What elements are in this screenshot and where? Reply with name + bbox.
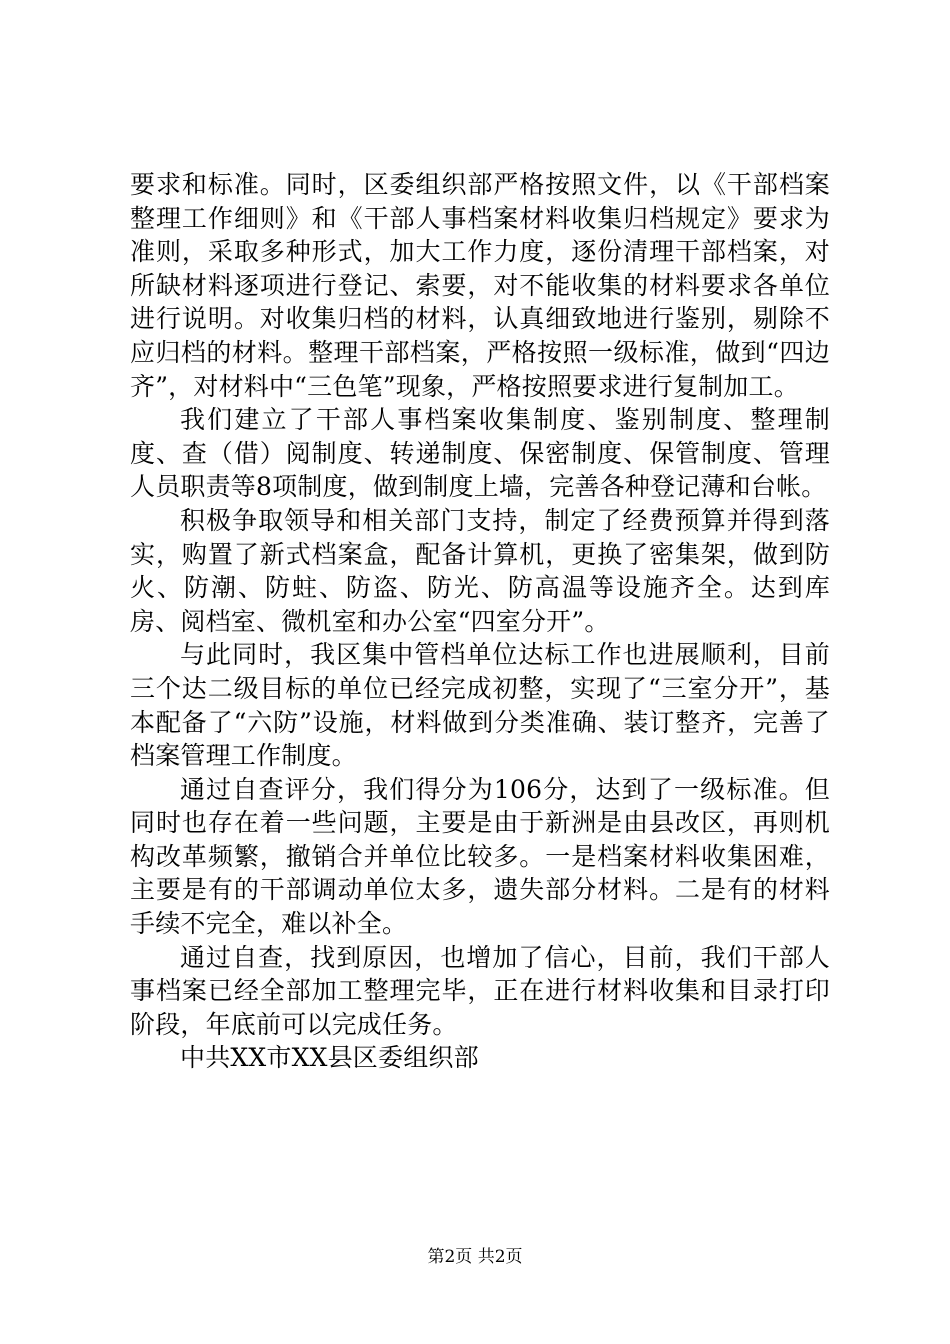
- signature: 中共XX市XX县区委组织部: [180, 1043, 479, 1073]
- page-footer: 第2页 共2页: [427, 1247, 523, 1267]
- paragraph-6: 通过自查，找到原因，也增加了信心，目前，我们干部人事档案已经全部加工整理完毕，正在进行材料收集和目录打印阶段，年底前可以完成任务。: [130, 942, 830, 1039]
- paragraph-1: 要求和标准。同时，区委组织部严格按照文件，以《干部档案整理工作细则》和《干部人事档案材料收集归档规定》要求为准则，采取多种形式，加大工作力度，逐份清理干部档案，对所缺材料逐项进行登记、索要，对不能收集的材料要求各单位进行说明。对收集归档的材料，认真细致地进行鉴别，剔除不应归档的材料。整理干部档案，严格按照一级标准，做到“四边齐”，对材料中“三色笔”现象，严格按照要求进行复制加工。: [130, 170, 830, 401]
- document-body: [130, 168, 830, 1075]
- paragraph-2: 我们建立了干部人事档案收集制度、鉴别制度、整理制度、查（借）阅制度、转递制度、保密制度、保管制度、管理人员职责等8项制度，做到制度上墙，完善各种登记薄和台帐。: [130, 405, 830, 502]
- paragraph-5: 通过自查评分，我们得分为106分，达到了一级标准。但同时也存在着一些问题，主要是由于新洲是由县改区，再则机构改革频繁，撤销合并单位比较多。一是档案材料收集困难，主要是有的干部调动单位太多，遗失部分材料。二是有的材料手续不完全，难以补全。: [130, 774, 830, 939]
- paragraph-4: 与此同时，我区集中管档单位达标工作也进展顺利，目前三个达二级目标的单位已经完成初整，实现了“三室分开”，基本配备了“六防”设施，材料做到分类准确、装订整齐，完善了档案管理工作制度。: [130, 640, 830, 771]
- paragraph-3: 积极争取领导和相关部门支持，制定了经费预算并得到落实，购置了新式档案盒，配备计算机，更换了密集架，做到防火、防潮、防蛀、防盗、防光、防高温等设施齐全。达到库房、阅档室、微机室和办公室“四室分开”。: [130, 505, 830, 636]
